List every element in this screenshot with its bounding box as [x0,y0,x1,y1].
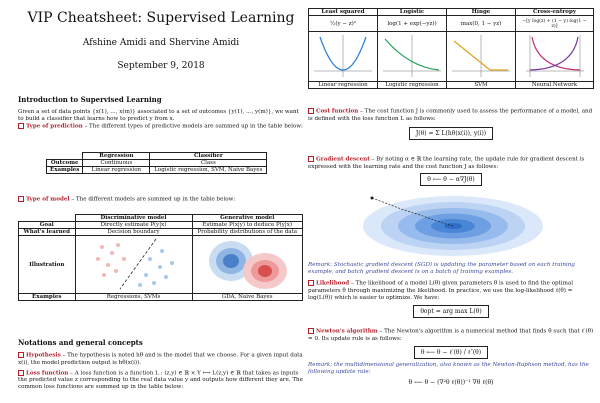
newton-formula2: θ ⟵ θ − (∇²θ ℓ(θ))⁻¹ ∇θ ℓ(θ) [408,378,494,386]
table-cell: Regressions, SVMs [75,294,192,301]
table-header-cell [47,153,83,160]
gradient-remark: Remark: Stochastic gradient descent (SGD) is updating the parameter based on each training example, and batch gradient descent is on a batch of training examples. [308,262,575,275]
prediction-table [46,152,267,174]
cost-formula: J(θ) = Σ L(hθ(x(i)), y(i)) [409,127,493,140]
intro-text: Given a set of data points {x(1), ..., x(m)} associated to a set of outcomes {y(1), ..., y(m)}, we want to build a classifier that learns how to predict y from x. [18,109,299,122]
likelihood-formula-wrap [308,305,594,318]
table-cell: SVM [447,82,516,89]
table-cell: Continuous [83,160,150,167]
table-cell: log(1 + exp(−yz)) [378,16,447,32]
checkbox-icon [18,123,24,129]
type-model-text: – The different models are summed up in the table below: [69,196,236,203]
notations-heading: Notations and general concepts [18,338,143,347]
checkbox-icon [308,280,314,286]
gradient-text: – By noting α ∈ ℝ the learning rate, the update rule for gradient descent is expressed with the learning rate and the cost function J as follows: [308,156,585,170]
table-cell: Logistic regression, SVM, Naive Bayes [150,167,267,174]
gradient-para [308,156,594,171]
table-row [19,215,303,222]
table-row [19,222,303,229]
table-cell: ½(y − z)² [309,16,378,32]
intro-section [18,95,304,131]
hypothesis-para [18,352,304,367]
newton-section [308,328,594,386]
table-cell: Logistic regression [378,82,447,89]
table-cell: What's learned [19,229,76,236]
table-header-cell: Logistic [378,9,447,16]
table-cell: Directly estimate P(y|x) [75,222,192,229]
table-cell: Examples [19,294,76,301]
type-model-para [18,196,304,204]
table-row [309,82,594,89]
gradient-descent-illustration [358,190,548,258]
likelihood-text: – The likelihood of a model L(θ) given parameters θ is used to find the optimal parameters θ through maximizing the likelihood. In practice, we use the log-likelihood ℓ(θ) = log(L(θ)) which is easier to optimize. We have: [308,280,574,301]
table-row [19,229,303,236]
table-cell: Linear regression [309,82,378,89]
model-table [18,214,303,301]
authors: Afshine Amidi and Shervine Amidi [82,38,240,48]
table-row [309,32,594,82]
table-header-cell [19,215,76,222]
table-cell: Probability distributions of the data [192,229,303,236]
discriminative-illustration-cell [75,236,192,294]
table-cell: Linear regression [83,167,150,174]
checkbox-icon [308,328,314,334]
table-cell: Goal [19,222,76,229]
discriminative-illustration [84,237,184,291]
likelihood-section [308,280,594,318]
cost-text: – The cost function J is commonly used to assess the performance of a model, and is defined with the loss function L as follows: [308,108,593,122]
hinge-plot [450,33,512,79]
type-prediction-para [18,123,304,131]
table-cell: Examples [47,167,83,174]
cost-para [308,108,594,123]
loss-para [18,370,304,392]
type-model-label: Type of model [26,196,70,203]
page-title: VIP Cheatsheet: Supervised Learning [27,10,295,26]
cost-formula-wrap [308,127,594,140]
loss-plot-cell [378,32,447,82]
cost-section [308,108,594,140]
table-header-cell: Regression [83,153,150,160]
loss-table [308,8,594,89]
table-row [47,167,267,174]
loss-plot-cell [309,32,378,82]
table-header-cell: Cross-entropy [516,9,594,16]
table-row [47,153,267,160]
table-row [19,236,303,294]
table-row [309,9,594,16]
table-cell: Illustration [19,236,76,294]
table-cell: max(0, 1 − yz) [447,16,516,32]
checkbox-icon [18,352,24,358]
hypothesis-text: – The hypothesis is noted hθ and is the model that we choose. For a given input data x(i), the model prediction output is hθ(x(i)). [18,352,303,366]
intro-heading: Introduction to Supervised Learning [18,95,162,104]
gradient-formula-wrap [308,173,594,186]
table-row [19,294,303,301]
loss-plot-cell [447,32,516,82]
loss-label: Loss function [26,370,69,376]
likelihood-label: Likelihood [316,280,350,287]
left-column [18,0,304,390]
table-header-cell: Discriminative model [75,215,192,222]
gradient-formula: θ ⟵ θ − α∇J(θ) [420,173,481,186]
likelihood-para [308,280,594,302]
checkbox-icon [18,370,24,376]
newton-remark: Remark: the multidimensional generalization, also known as the Newton-Raphson method, has the following update rule: [308,361,589,375]
gradient-label: Gradient descent [316,156,370,163]
loss-text: – A loss function is a function L : (z,y) ∈ ℝ × Y ⟼ L(z,y) ∈ ℝ that takes as inputs the predicted value z corresponding to the real data value y and outputs how different they are. The common loss functions are summed up in the table below: [18,370,303,390]
date: September 9, 2018 [117,61,205,71]
type-prediction-label: Type of prediction [26,123,83,130]
gradient-section [308,156,594,186]
checkbox-icon [308,156,314,162]
table-cell: Class [150,160,267,167]
table-header-cell: Classifier [150,153,267,160]
loss-plot-cell [516,32,594,82]
table-header-cell: Least squared [309,9,378,16]
table-row [47,160,267,167]
least-squared-plot [312,33,374,79]
table-header-cell: Generative model [192,215,303,222]
table-cell: −[y log(z) + (1 − y) log(1 − z)] [516,16,594,32]
table-cell: Decision boundary [75,229,192,236]
newton-formula: θ ⟵ θ − ℓ′(θ) / ℓ″(θ) [414,346,488,359]
table-cell: GDA, Naive Bayes [192,294,303,301]
newton-text: – The Newton's algorithm is a numerical method that finds θ such that ℓ′(θ) = 0. Its update rule is as follows: [308,328,594,342]
notations-section [18,338,304,391]
table-cell: Outcome [47,160,83,167]
checkbox-icon [18,196,24,202]
table-header-cell: Hinge [447,9,516,16]
logistic-plot [381,33,443,79]
generative-illustration-cell [192,236,303,294]
table-cell: Estimate P(x|y) to deduce P(y|x) [192,222,303,229]
cost-label: Cost function [316,108,359,115]
newton-formula-wrap [308,346,594,359]
table-row [309,16,594,32]
type-prediction-text: – The different types of predictive models are summed up in the table below: [82,123,303,130]
likelihood-formula: θopt = arg max L(θ) [413,305,488,318]
table-cell: Neural Network [516,82,594,89]
generative-illustration [197,237,297,291]
newton-para [308,328,594,343]
newton-label: Newton's algorithm [316,328,378,335]
cross-entropy-plot [524,33,586,79]
hypothesis-label: Hypothesis [26,352,61,359]
checkbox-icon [308,108,314,114]
